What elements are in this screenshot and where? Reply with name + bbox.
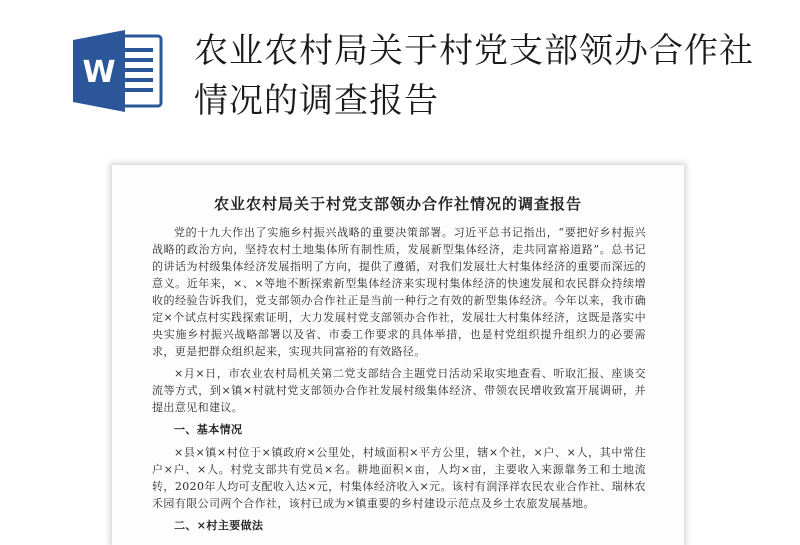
section-heading-practices: 二、×村主要做法 (174, 519, 264, 532)
document-title: 农业农村局关于村党支部领办合作社情况的调查报告 (213, 195, 582, 213)
word-document-icon (73, 30, 165, 112)
paragraph-intro: 党的十九大作出了实施乡村振兴战略的重要决策部署。习近平总书记指出，“要把好乡村振兴战略的政治方向，坚持农村土地集体所有制性质，发展新型集体经济，走共同富裕道路”。总书记的讲话为村级集体经济发展指明了方向，提供了遵循，对我们发展壮大村集体经济的重要而深远的意义。近年来，×、×等地不断探索新型集体经济来实现村集体经济的快速发展和农民群众持续增收的经验告诉我们，党支部领办合作社正是当前一种行之有效的新型集体经济。今年以来，我市确定×个试点村实践探索证明，大力发展村党支部领办合作社，发展壮大村集体经济，这既是落实中央实施乡村振兴战略部署以及省、市委工作要求的具体举措，也是村党组织提升组织力的必要需求，更是把群众组织起来，实现共同富裕的有效路径。 (152, 226, 646, 358)
paragraph-research: ×月×日，市农业农村局机关第二党支部结合主题党日活动采取实地查看、听取汇报、座谈交流等方式，到×镇×村就村党支部领办合作社发展村级集体经济、带领农民增收致富开展调研，并提出意见和建议。 (152, 367, 646, 414)
word-logo-letter: W (82, 55, 116, 90)
section-heading-basic: 一、基本情况 (174, 423, 243, 436)
document-preview (112, 165, 684, 545)
document-body (112, 214, 684, 534)
header (0, 0, 800, 150)
paragraph-basic-info: ×县×镇×村位于×镇政府×公里处，村域面积×平方公里，辖×个社，×户、×人，其中常住户×户、×人。村党支部共有党员×名。耕地面积×亩，人均×亩，主要收入来源靠务工和土地流转，2020年人均可支配收入达×元，村集体经济收入×元。该村有润泽祥农民农业合作社、瑞林农禾园有限公司两个合作社，该村已成为×镇重要的乡村建设示范点及乡土农旅发展基地。 (152, 446, 646, 510)
page-title: 农业农村局关于村党支部领办合作社情况的调查报告 (194, 31, 754, 121)
